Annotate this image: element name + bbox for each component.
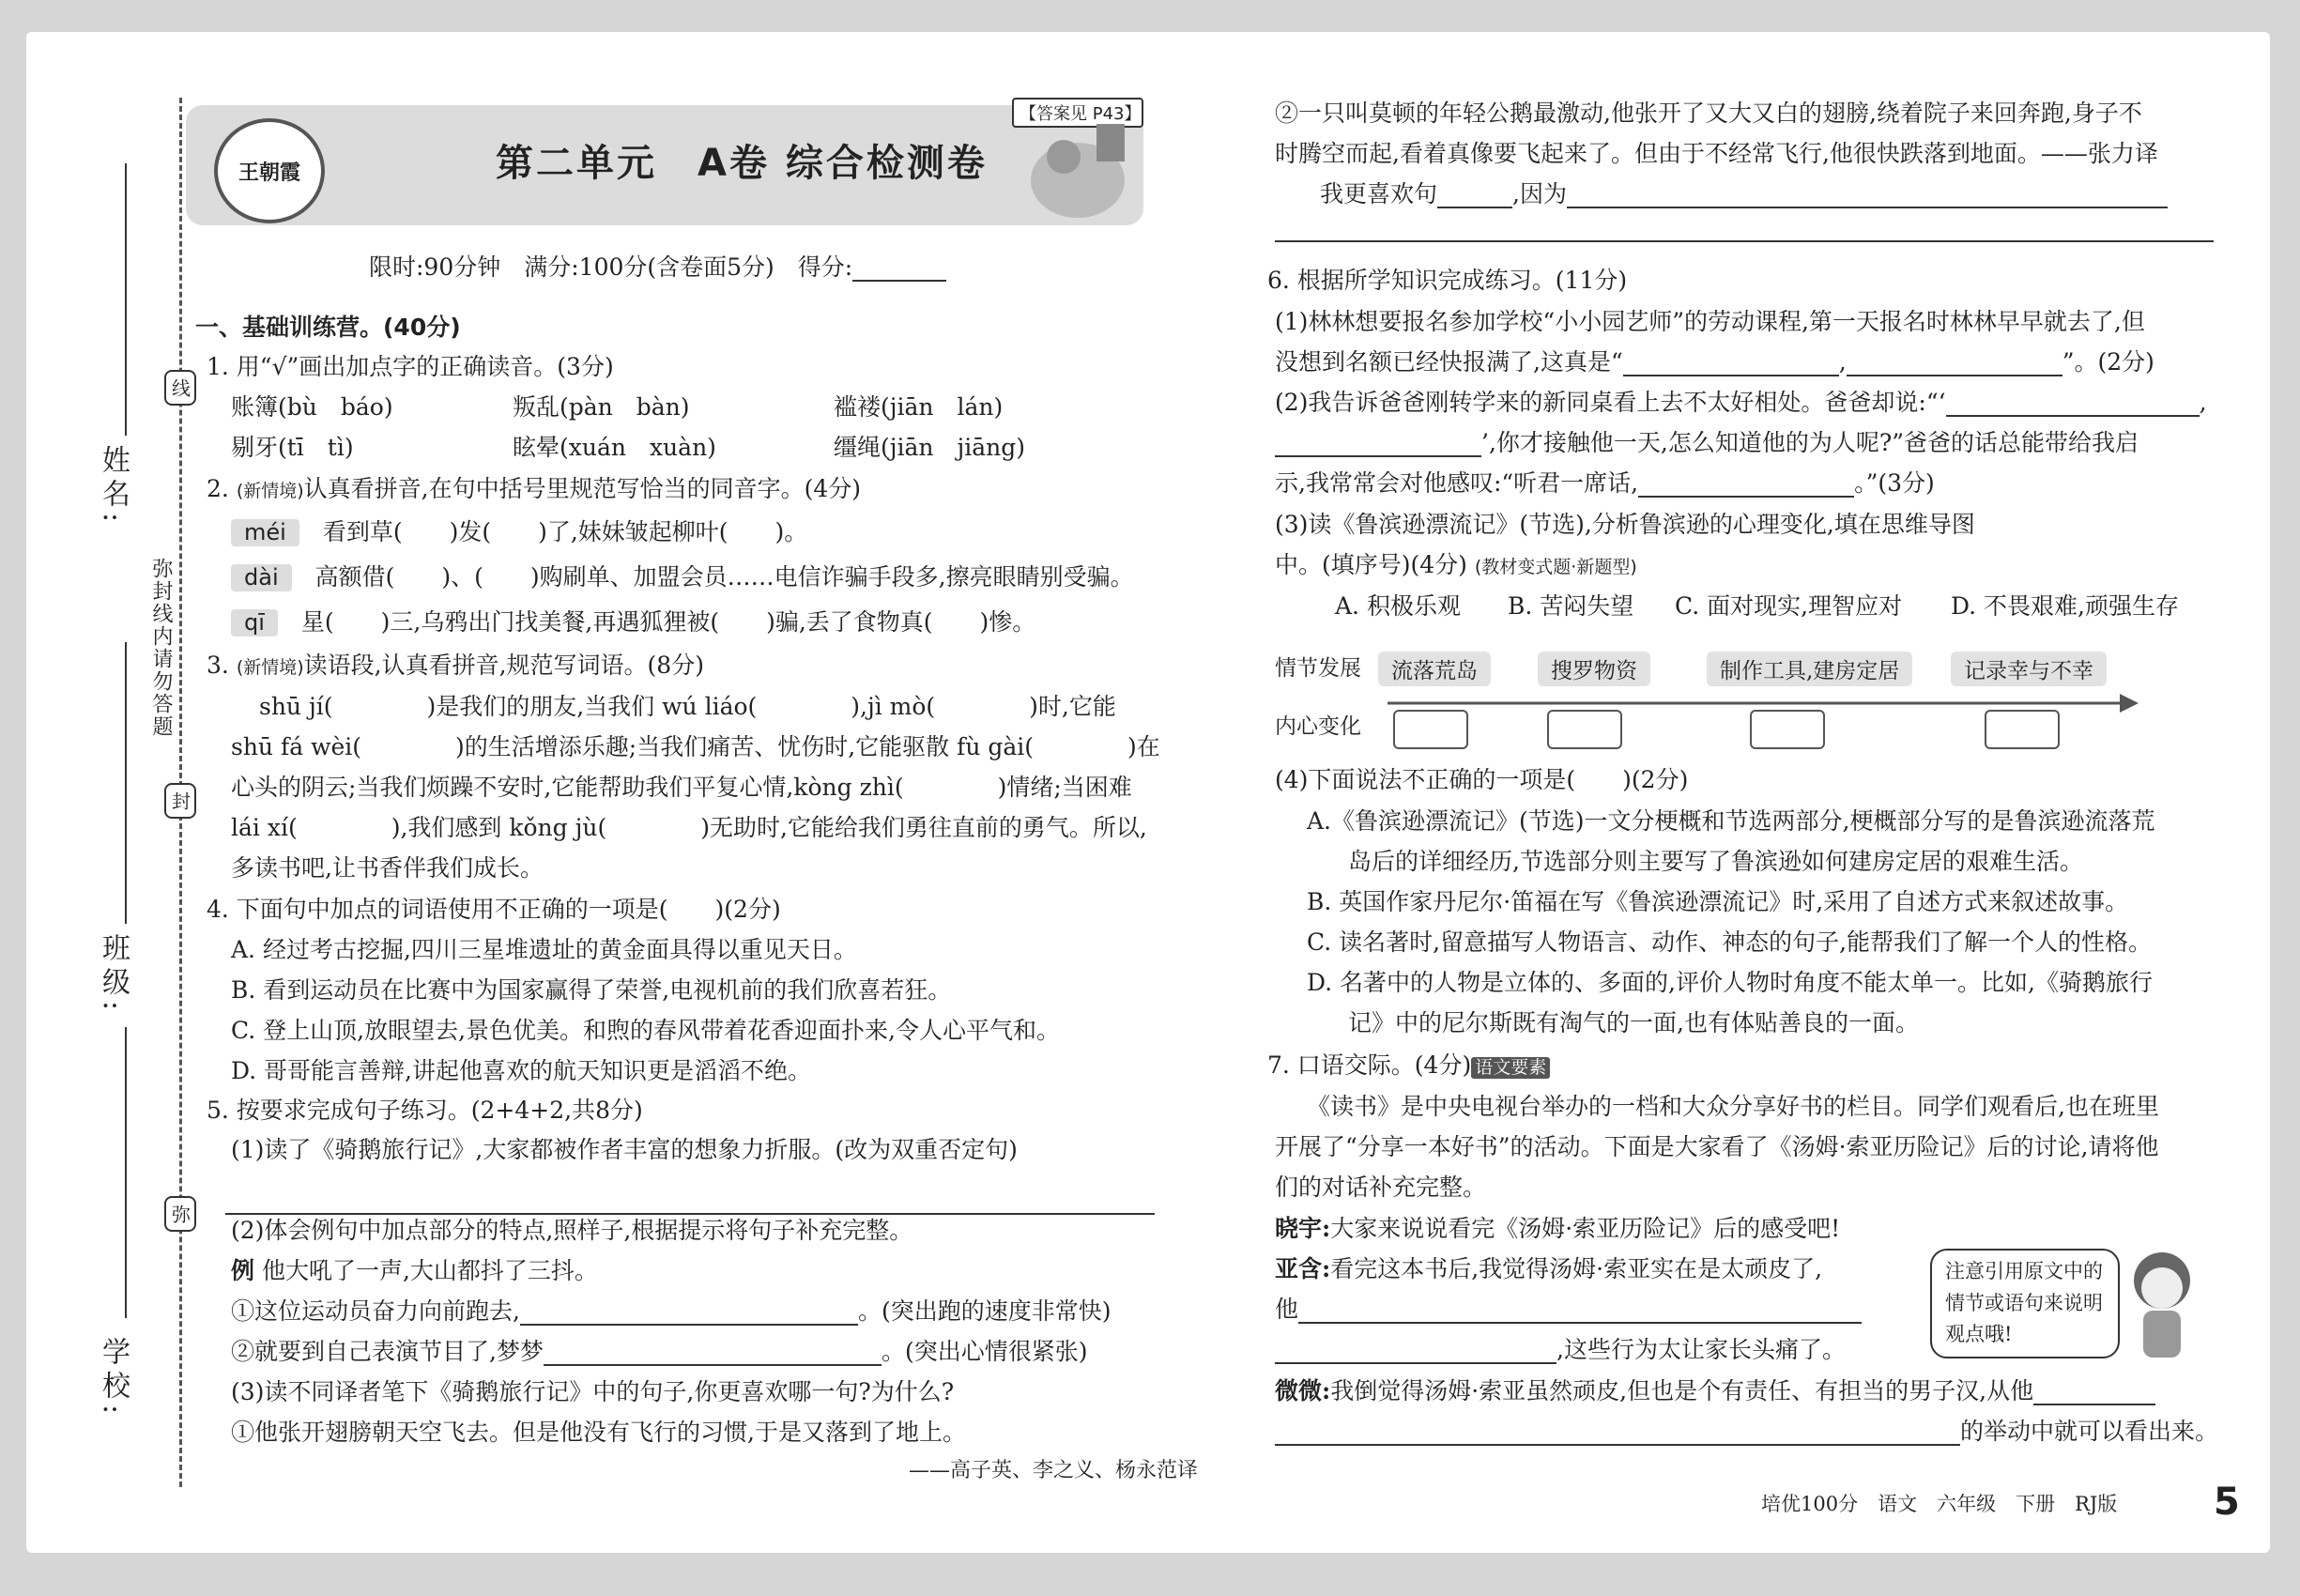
q6-2-line-3: 示,我常常会对他感叹:“听君一席话, 。”(3分) [1275, 469, 1935, 497]
q6-4-opt-c: C. 读名著时,留意描写人物语言、动作、神态的句子,能帮我们了解一个人的性格。 [1307, 928, 2153, 956]
q7-yahan-3: ,这些行为太让家长头痛了。 [1275, 1336, 1846, 1364]
q6-1-blank-2[interactable] [1847, 350, 2062, 376]
mascot-illustration [1012, 115, 1134, 227]
flow-label-mind: 内心变化 [1275, 714, 1361, 739]
pinyin-chip: dài [231, 564, 292, 591]
q7-para-2: 开展了“分享一本好书”的活动。下面是大家看了《汤姆·索亚历险记》后的讨论,请将他 [1275, 1133, 2159, 1160]
q6-2-line-1: (2)我告诉爸爸刚转学来的新同桌看上去不太好相处。爸爸却说:“‘ , [1275, 389, 2207, 416]
q1-opt-5: 眩晕(xuán xuàn) [513, 434, 716, 461]
q4-title: 4. 下面句中加点的词语使用不正确的一项是( )(2分) [207, 896, 781, 923]
q4-opt-b: B. 看到运动员在比赛中为国家赢得了荣誉,电视机前的我们欣喜若狂。 [231, 976, 952, 1004]
q7-para-1: 《读书》是中央电视台举办的一档和大众分享好书的栏目。同学们观看后,也在班里 [1307, 1093, 2159, 1120]
page-footer: 培优100分 语文 六年级 下册 RJ版 [1761, 1493, 2118, 1515]
student-illustration [2120, 1243, 2204, 1365]
name-label: 姓名: [97, 445, 130, 529]
q7-weiwei-blank-1[interactable] [2033, 1379, 2155, 1405]
exam-meta: 限时:90分钟 满分:100分(含卷面5分) 得分: [369, 253, 946, 282]
unit-header [186, 105, 1143, 225]
class-line [125, 642, 127, 924]
q6-4-opt-a1: A.《鲁滨逊漂流记》(节选)一文分梗概和节选两部分,梗概部分写的是鲁滨逊流落荒 [1307, 807, 2155, 835]
q6-1-line-2: 没想到名额已经快报满了,这真是“ , ”。(2分) [1275, 348, 2154, 376]
flow-item-2: 搜罗物资 [1538, 652, 1650, 686]
q3-line-4: lái xí( ),我们感到 kǒng jù( )无助时,它能给我们勇往直前的勇气。所以, [231, 814, 1147, 841]
q6-1-blank-1[interactable] [1623, 350, 1839, 376]
q4-opt-a: A. 经过考古挖掘,四川三星堆遗址的黄金面具得以重见天日。 [231, 936, 857, 963]
q6-3-line-2: 中。(填序号)(4分) (教材变式题·新题型) [1275, 551, 1637, 578]
page-title: 第二单元 A卷 综合检测卷 [496, 142, 988, 185]
q5-a-blank[interactable] [520, 1299, 858, 1326]
q3-title: 3. (新情境)读语段,认真看拼音,规范写词语。(8分) [207, 652, 704, 679]
q3-line-1: shū jí( )是我们的朋友,当我们 wú liáo( ),jì mò( )时,它能 [259, 693, 1116, 720]
name-line [125, 163, 127, 436]
pinyin-chip: méi [231, 519, 299, 546]
q5-1: (1)读了《骑鹅旅行记》,大家都被作者丰富的想象力折服。(改为双重否定句) [231, 1136, 1018, 1163]
q6-4-opt-d2: 记》中的尼尔斯既有淘气的一面,也有体贴善良的一面。 [1348, 1009, 1919, 1036]
flow-label-plot: 情节发展 [1275, 656, 1361, 681]
q3-line-3: 心头的阴云;当我们烦躁不安时,它能帮助我们平复心情,kòng zhì( )情绪;当困难 [231, 774, 1132, 801]
seal-line-mark: 线 [164, 370, 196, 406]
q7-xiaoyu: 晓宇:大家来说说看完《汤姆·索亚历险记》后的感受吧! [1275, 1215, 1841, 1242]
section-1-title: 一、基础训练营。(40分) [195, 314, 461, 341]
q5-1-answer-line[interactable] [225, 1189, 1155, 1215]
score-blank[interactable] [852, 255, 946, 282]
answer-reference: 【答案见 P43】 [1012, 98, 1143, 128]
no-answer-note: 弥封线内请勿答题 [149, 558, 173, 738]
prefer-line: 我更喜欢句 ,因为 [1320, 180, 2168, 208]
q7-yahan-blank-1[interactable] [1298, 1297, 1862, 1324]
q1-opt-1: 账簿(bù báo) [231, 393, 393, 421]
q5-b-blank[interactable] [544, 1340, 882, 1366]
q6-2-line-2: ’,你才接触他一天,怎么知道他的为人呢?”爸爸的话总能带给我启 [1275, 429, 2139, 457]
q6-1-line-1: (1)林林想要报名参加学校“小小园艺师”的劳动课程,第一天报名时林林早早就去了,但 [1275, 308, 2145, 335]
q6-4-opt-a2: 岛后的详细经历,节选部分则主要写了鲁滨逊如何建房定居的艰难生活。 [1348, 848, 2083, 875]
q2-row-2: dài 高额借( )、( )购刷单、加盟会员……电信诈骗手段多,擦亮眼睛别受骗。 [231, 563, 1134, 591]
binding-strip [26, 32, 191, 1553]
exam-sheet [26, 32, 2270, 1553]
logo-text: 王朝霞 [238, 160, 300, 185]
q6-title: 6. 根据所学知识完成练习。(11分) [1267, 267, 1628, 294]
seal-mi-mark: 弥 [164, 1196, 196, 1232]
q7-weiwei: 微微:我倒觉得汤姆·索亚虽然顽皮,但也是个有责任、有担当的男子汉,从他 [1275, 1377, 2155, 1405]
q1-title: 1. 用“√”画出加点字的正确读音。(3分) [207, 353, 614, 380]
q1-opt-6: 缰绳(jiān jiāng) [834, 434, 1026, 461]
q3-line-5: 多读书吧,让书香伴我们成长。 [231, 854, 544, 882]
q6-2-blank-1[interactable] [1946, 391, 2200, 417]
prefer-blank[interactable] [1437, 182, 1512, 208]
q4-opt-c: C. 登上山顶,放眼望去,景色优美。和煦的春风带着花香迎面扑来,令人心平气和。 [231, 1017, 1060, 1044]
q5-example: 例 他大吼了一声,大山都抖了三抖。 [231, 1257, 598, 1284]
q6-2-blank-2[interactable] [1275, 431, 1481, 457]
q6-4-opt-b: B. 英国作家丹尼尔·笛福在写《鲁滨逊漂流记》时,采用了自述方式来叙述故事。 [1307, 888, 2129, 915]
q7-tag: 语文要素 [1471, 1057, 1550, 1079]
q1-opt-4: 剔牙(tī tì) [231, 434, 354, 461]
q2-row-3: qī 星( )三,乌鸦出门找美餐,再遇狐狸被( )骗,丢了食物真( )惨。 [231, 608, 1035, 637]
q5-title: 5. 按要求完成句子练习。(2+4+2,共8分) [207, 1097, 643, 1124]
q5-3: (3)读不同译者笔下《骑鹅旅行记》中的句子,你更喜欢哪一句?为什么? [231, 1378, 955, 1405]
q5-b: ②就要到自己表演节目了,梦梦 。(突出心情很紧张) [231, 1338, 1088, 1365]
q5-2: (2)体会例句中加点部分的特点,照样子,根据提示将句子补充完整。 [231, 1217, 913, 1244]
q1-opt-2: 叛乱(pàn bàn) [513, 393, 690, 421]
publisher-logo [214, 118, 325, 223]
q7-para-3: 们的对话补充完整。 [1275, 1174, 1487, 1201]
q4-opt-d: D. 哥哥能言善辩,讲起他喜欢的航天知识更是滔滔不绝。 [231, 1057, 811, 1084]
q1-opt-3: 褴褛(jiān lán) [834, 393, 1004, 421]
q3-line-2: shū fá wèi( )的生活增添乐趣;当我们痛苦、忧伤时,它能驱散 fù gài( )在 [231, 733, 1160, 760]
because-line-2[interactable] [1275, 216, 2214, 242]
mind-answer-box-2[interactable] [1547, 710, 1622, 749]
q7-weiwei-blank-2[interactable] [1275, 1420, 1960, 1446]
flow-item-1: 流落荒岛 [1378, 652, 1491, 686]
school-label: 学校: [97, 1337, 130, 1420]
flow-item-3: 制作工具,建房定居 [1707, 652, 1912, 686]
q5-3-b-line-1: ②一只叫莫顿的年轻公鹅最激动,他张开了又大又白的翅膀,绕着院子来回奔跑,身子不 [1275, 100, 2142, 127]
q7-weiwei-2: 的举动中就可以看出来。 [1275, 1418, 2218, 1446]
q5-a: ①这位运动员奋力向前跑去, 。(突出跑的速度非常快) [231, 1297, 1112, 1325]
q2-title: 2. (新情境)认真看拼音,在句中括号里规范写恰当的同音字。(4分) [207, 475, 862, 502]
q2-row-1: méi 看到草( )发( )了,妹妹皱起柳叶( )。 [231, 518, 807, 546]
school-line [125, 1027, 127, 1318]
mind-answer-box-1[interactable] [1393, 710, 1468, 749]
mind-answer-box-4[interactable] [1985, 710, 2060, 749]
q5-3-b-line-2: 时腾空而起,看着真像要飞起来了。但由于不经常飞行,他很快跌落到地面。——张力译 [1275, 140, 2158, 167]
q6-3-opt-c: C. 面对现实,理智应对 [1675, 592, 1903, 620]
q6-3-opt-b: B. 苦闷失望 [1508, 592, 1634, 620]
q7-yahan: 亚含:看完这本书后,我觉得汤姆·索亚实在是太顽皮了, [1275, 1255, 1823, 1282]
page-number: 5 [2214, 1481, 2240, 1524]
q5-3-a-source: ——高子英、李之义、杨永范译 [909, 1459, 1199, 1482]
q7-title: 7. 口语交际。(4分) 语文要素 [1267, 1051, 1550, 1080]
tip-bubble: 注意引用原文中的情节或语句来说明观点哦! [1930, 1249, 2120, 1358]
q6-4-opt-d1: D. 名著中的人物是立体的、多面的,评价人物时角度不能太单一。比如,《骑鹅旅行 [1307, 969, 2153, 996]
mind-answer-box-3[interactable] [1750, 710, 1825, 749]
because-blank[interactable] [1567, 182, 2168, 208]
q7-yahan-blank-2[interactable] [1275, 1338, 1556, 1364]
q6-3-opt-d: D. 不畏艰难,顽强生存 [1951, 592, 2179, 620]
flow-item-4: 记录幸与不幸 [1951, 652, 2107, 686]
q5-3-a: ①他张开翅膀朝天空飞去。但是他没有飞行的习惯,于是又落到了地上。 [231, 1419, 966, 1446]
q6-3-opt-a: A. 积极乐观 [1335, 592, 1461, 620]
pinyin-chip: qī [231, 609, 278, 637]
class-label: 班级: [97, 933, 130, 1017]
q6-2-blank-3[interactable] [1638, 471, 1854, 498]
seal-feng-mark: 封 [164, 783, 196, 819]
q7-yahan-2: 他 [1275, 1296, 1862, 1324]
q6-3-line-1: (3)读《鲁滨逊漂流记》(节选),分析鲁滨逊的心理变化,填在思维导图 [1275, 511, 1975, 538]
q6-4-title: (4)下面说法不正确的一项是( )(2分) [1275, 766, 1689, 793]
